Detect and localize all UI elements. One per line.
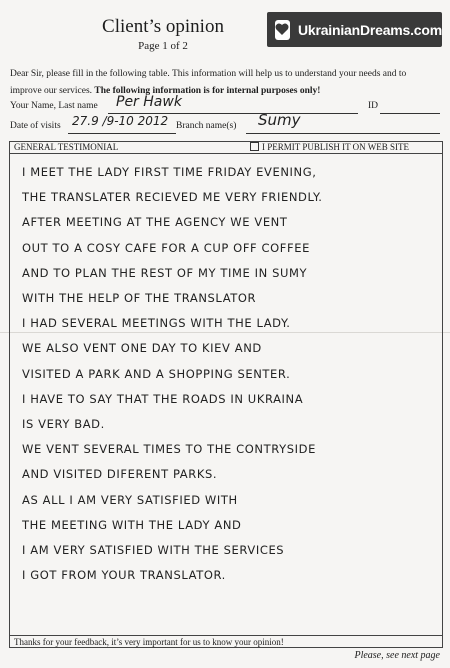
id-label: ID <box>368 101 379 111</box>
testimonial-text <box>22 160 440 588</box>
intro-line-2-normal: improve our services. <box>10 86 95 96</box>
branch-label: Branch name(s) <box>176 121 237 131</box>
testimonial-box <box>9 141 443 648</box>
testimonial-line: I MEET THE LADY FIRST TIME FRIDAY EVENING, <box>22 165 317 179</box>
brand-logo <box>267 12 442 47</box>
testimonial-line: AND VISITED DIFERENT PARKS. <box>22 467 218 482</box>
publish-checkbox[interactable] <box>250 142 259 151</box>
testimonial-line: VISITED A PARK AND A SHOPPING SENTER. <box>22 366 291 381</box>
testimonial-line: THE MEETING WITH THE LADY AND <box>22 517 242 532</box>
testimonial-line: AND TO PLAN THE REST OF MY TIME IN SUMY <box>22 265 308 280</box>
testimonial-line: WE ALSO VENT ONE DAY TO KIEV AND <box>22 341 262 356</box>
testimonial-line: AS ALL I AM VERY SATISFIED WITH <box>22 492 238 507</box>
intro-text <box>10 66 440 100</box>
intro-line-2-bold: The following information is for internal purposes only! <box>94 86 321 96</box>
heart-icon <box>275 20 290 40</box>
date-value: 27.9 /9-10 2012 <box>72 114 169 128</box>
testimonial-line: IS VERY BAD. <box>22 417 105 432</box>
section-label: GENERAL TESTIMONIAL <box>14 142 119 152</box>
testimonial-line: AFTER MEETING AT THE AGENCY WE VENT <box>22 215 288 230</box>
name-value: Per Hawk <box>116 94 182 110</box>
form-title: Client’s opinion <box>102 16 224 37</box>
testimonial-line: OUT TO A COSY CAFE FOR A CUP OFF COFFEE <box>22 240 310 255</box>
testimonial-header <box>10 142 442 154</box>
page-number: Page 1 of 2 <box>138 40 188 52</box>
intro-line-1: Dear Sir, please fill in the following table. This information will help us to understand your needs and to <box>10 69 407 79</box>
testimonial-line: I HAD SEVERAL MEETINGS WITH THE LADY. <box>22 316 291 331</box>
testimonial-footer <box>10 635 442 648</box>
testimonial-line: WE VENT SEVERAL TIMES TO THE CONTRYSIDE <box>22 442 316 457</box>
testimonial-line: WITH THE HELP OF THE TRANSLATOR <box>22 291 257 306</box>
next-page-note: Please, see next page <box>354 650 440 661</box>
intro-line-2 <box>10 83 440 100</box>
testimonial-line: I GOT FROM YOUR TRANSLATOR. <box>22 568 226 583</box>
testimonial-line: THE TRANSLATER RECIEVED ME VERY FRIENDLY. <box>22 190 323 205</box>
publish-label: I PERMIT PUBLISH IT ON WEB SITE <box>262 142 410 152</box>
id-field[interactable] <box>380 101 440 114</box>
date-label: Date of visits <box>10 121 61 131</box>
name-label: Your Name, Last name <box>10 101 98 111</box>
feedback-note: Thanks for your feedback, it’s very important for us to know your opinion! <box>14 637 284 647</box>
testimonial-line: I AM VERY SATISFIED WITH THE SERVICES <box>22 543 285 558</box>
testimonial-line: I HAVE TO SAY THAT THE ROADS IN UKRAINA <box>22 391 304 406</box>
brand-logo-text: UkrainianDreams.com <box>297 21 442 38</box>
publish-permission <box>250 142 409 153</box>
branch-value: Sumy <box>258 111 301 129</box>
